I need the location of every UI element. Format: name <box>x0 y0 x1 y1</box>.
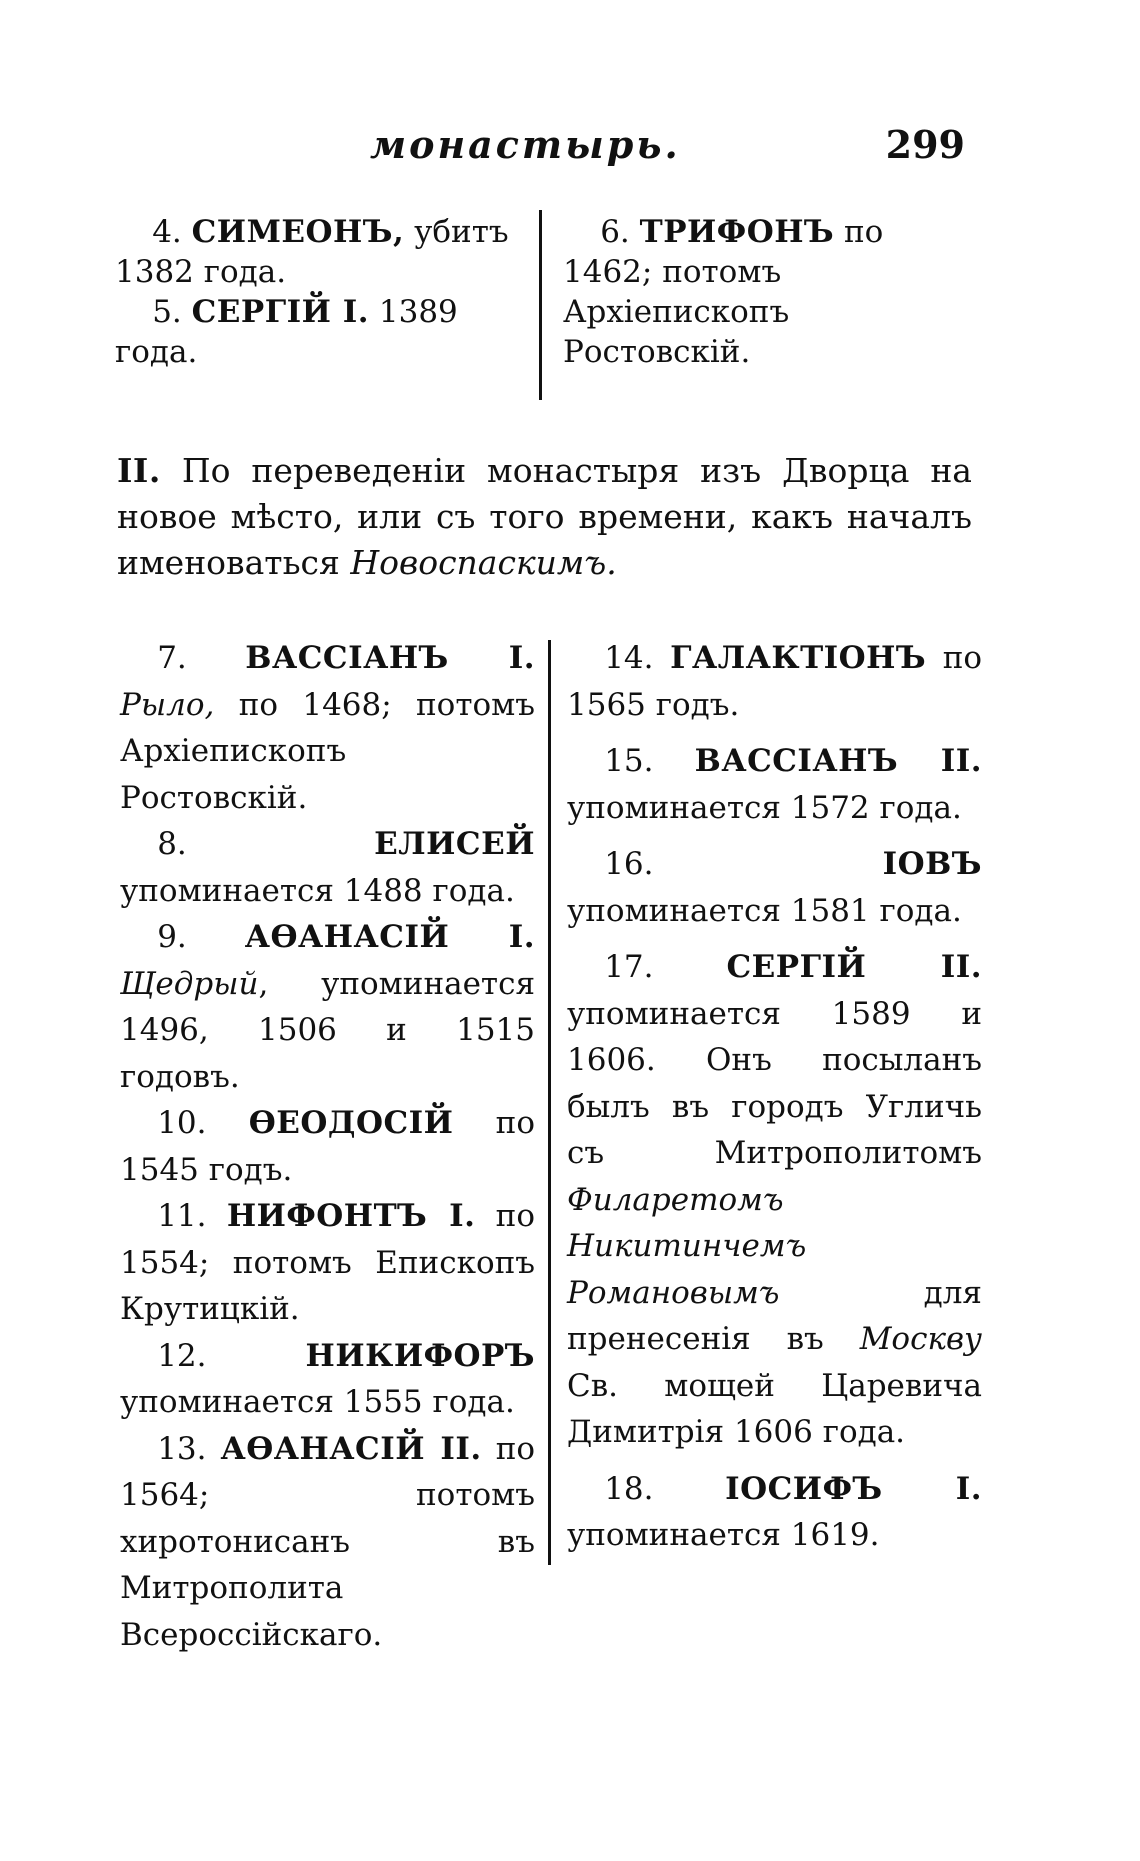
entry-text: Св. мощей Царевича Димитрія 1606 года. <box>567 1367 982 1450</box>
section-number: II. <box>117 451 161 490</box>
entry-name: ѲЕОДОСІЙ <box>248 1105 454 1141</box>
page-number: 299 <box>885 122 965 167</box>
entry-text: упоминается 1555 года. <box>120 1384 515 1420</box>
entry-12 <box>120 1333 535 1426</box>
entry-italic: Рыло, <box>120 686 215 723</box>
entry-6 <box>563 212 963 372</box>
entry-number: 12. <box>157 1337 207 1374</box>
bottom-right-column <box>567 635 982 1559</box>
section-heading <box>117 448 972 586</box>
entry-16 <box>567 841 982 934</box>
entry-8 <box>120 821 535 914</box>
entry-18 <box>567 1466 982 1559</box>
entry-number: 9. <box>157 919 187 955</box>
entry-10 <box>120 1100 535 1193</box>
entry-italic: Щедрый <box>120 965 259 1002</box>
entry-text: по 1564; потомъ хиротонисанъ въ Митрополита Всероссійскаго. <box>120 1430 536 1653</box>
entry-text: упоминается 1589 и 1606. Онъ посыланъ былъ въ городъ Угличь съ Митрополитомъ <box>567 995 982 1171</box>
top-left-column <box>115 212 525 372</box>
entry-text: по 1565 годъ. <box>567 640 983 723</box>
entry-text: 1389 года. <box>115 294 458 370</box>
section-paragraph <box>117 448 972 586</box>
entry-name: НИКИФОРЪ <box>305 1337 535 1374</box>
entry-number: 17. <box>604 949 654 985</box>
entry-text: , упоминается 1496, 1506 и 1515 годовъ. <box>120 965 535 1095</box>
entry-number: 14. <box>604 640 654 676</box>
entry-text: упоминается 1581 года. <box>567 892 962 929</box>
entry-name: ВАССІАНЪ II. <box>694 743 982 779</box>
section-text: По переведеніи монастыря изъ Дворца на новое мѣсто, или съ того времени, какъ началъ именоваться <box>117 451 972 582</box>
entry-text: упоминается 1488 года. <box>120 872 515 909</box>
entry-number: 15. <box>604 743 654 779</box>
entry-text: по 1468; потомъ Архіепископъ Ростовскій. <box>120 686 535 816</box>
entry-name: ГАЛАКТІОНЪ <box>670 640 927 676</box>
entry-name: ТРИФОНЪ <box>639 214 835 250</box>
entry-name: АѲАНАСІЙ II. <box>220 1430 482 1467</box>
entry-text: убитъ 1382 года. <box>115 214 509 290</box>
entry-7 <box>120 635 535 821</box>
entry-italic: Филаретомъ Никитинчемъ Романовымъ <box>567 1181 807 1311</box>
entry-italic: Москву <box>859 1321 982 1357</box>
section-italic-name: Новоспаскимъ. <box>350 543 617 582</box>
entry-name: ІОВЪ <box>882 846 982 882</box>
entry-number: 10. <box>157 1105 207 1141</box>
entry-17 <box>567 944 982 1456</box>
column-rule-top <box>539 210 542 400</box>
entry-name: НИФОНТЪ I. <box>226 1198 476 1234</box>
entry-number: 13. <box>157 1430 207 1467</box>
entry-text: для пренесенія въ <box>567 1274 982 1357</box>
entry-text: по 1462; потомъ Архіепископъ Ростовскій. <box>563 214 884 370</box>
entry-number: 11. <box>157 1198 207 1234</box>
entry-number: 4. <box>152 214 182 250</box>
entry-14 <box>567 635 982 728</box>
entry-number: 5. <box>152 294 182 330</box>
entry-number: 6. <box>600 214 630 250</box>
entry-name: СИМЕОНЪ, <box>191 214 405 250</box>
entry-number: 8. <box>157 826 187 862</box>
entry-number: 7. <box>157 640 187 676</box>
entry-number: 16. <box>604 846 654 882</box>
entry-text: упоминается 1619. <box>567 1517 880 1553</box>
entry-name: ЕЛИСЕЙ <box>374 826 535 862</box>
entry-text: по 1554; потомъ Епископъ Крутицкій. <box>120 1198 535 1327</box>
bottom-left-column <box>120 635 535 1658</box>
page-header <box>0 122 1140 172</box>
entry-text: по 1545 годъ. <box>120 1105 535 1188</box>
entry-9 <box>120 914 535 1100</box>
entry-4 <box>115 212 525 292</box>
entry-15 <box>567 738 982 831</box>
entry-text: упоминается 1572 года. <box>567 789 962 826</box>
entry-name: ВАССІАНЪ I. <box>245 640 536 676</box>
entry-name: ІОСИФЪ I. <box>725 1470 982 1507</box>
running-title: монастырь. <box>370 122 681 167</box>
entry-name: АѲАНАСІЙ I. <box>244 919 535 955</box>
entry-13 <box>120 1426 535 1659</box>
entry-5 <box>115 292 525 372</box>
entry-name: СЕРГІЙ I. <box>191 294 370 330</box>
top-right-column <box>563 212 963 372</box>
entry-name: СЕРГІЙ II. <box>726 949 982 985</box>
entry-11 <box>120 1193 535 1333</box>
entry-number: 18. <box>604 1470 654 1507</box>
column-rule-bottom <box>548 640 551 1565</box>
